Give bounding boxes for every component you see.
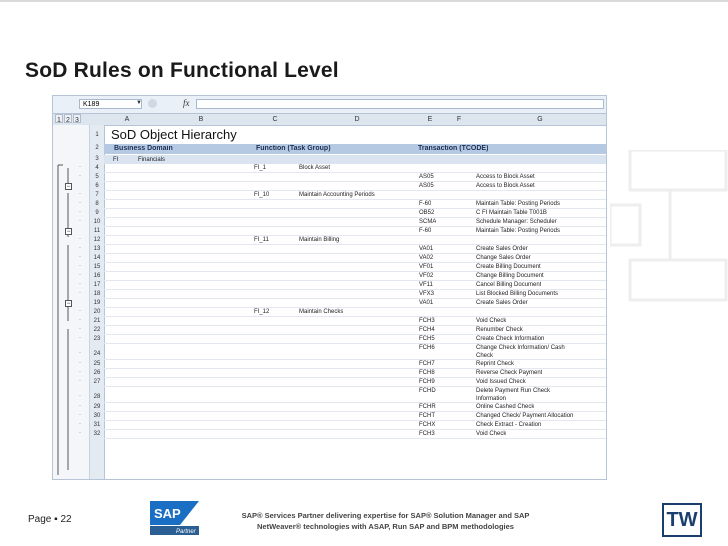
tcode-cell[interactable]: F-60: [419, 201, 432, 207]
table-row: [53, 200, 606, 209]
tcode-desc-cell[interactable]: Create Billing Document: [476, 264, 541, 270]
row-number[interactable]: 12: [93, 237, 101, 243]
outline-dot: ·: [79, 164, 81, 170]
formula-input[interactable]: [196, 99, 604, 109]
row-gridline: [104, 326, 606, 335]
outline-dot: ·: [79, 209, 81, 215]
row-number[interactable]: 14: [93, 255, 101, 261]
table-row: [53, 227, 606, 236]
tcode-desc-cell[interactable]: Void Issued Check: [476, 379, 526, 385]
tcode-cell[interactable]: FCH3: [419, 318, 435, 324]
column-header-c[interactable]: C: [272, 116, 278, 123]
outline-dot: ·: [79, 393, 81, 399]
tcode-cell[interactable]: FCHR: [419, 404, 436, 410]
table-row: [53, 126, 606, 144]
outline-dot: ·: [79, 308, 81, 314]
tcode-cell[interactable]: FCHX: [419, 422, 436, 428]
sap-logo-sub: Partner: [176, 529, 196, 535]
row-number[interactable]: 29: [93, 404, 101, 410]
row-gridline: [104, 236, 606, 245]
tcode-desc-cell[interactable]: Create Sales Order: [476, 246, 528, 252]
table-row: [53, 245, 606, 254]
tcode-desc-cell-line2[interactable]: Information: [476, 396, 507, 402]
column-header-a[interactable]: A: [124, 116, 130, 123]
row-number[interactable]: 1: [95, 132, 99, 138]
table-row: [53, 430, 606, 439]
collapse-group-button[interactable]: −: [66, 229, 71, 235]
tcode-cell[interactable]: VA02: [419, 255, 434, 261]
table-row: [53, 317, 606, 326]
tcode-cell[interactable]: VF11: [419, 282, 433, 288]
outline-dot: ·: [79, 403, 81, 409]
table-row: [53, 182, 606, 191]
tcode-cell[interactable]: FCH7: [419, 361, 435, 367]
collapse-group-button[interactable]: −: [66, 301, 71, 307]
outline-dot: ·: [79, 245, 81, 251]
tcode-cell[interactable]: VA01: [419, 246, 434, 252]
row-number[interactable]: 7: [95, 192, 99, 198]
sheet-title-cell[interactable]: SoD Object Hierarchy: [111, 127, 237, 142]
row-number[interactable]: 23: [93, 336, 101, 342]
tcode-cell[interactable]: OB52: [419, 210, 435, 216]
outline-dot: ·: [79, 254, 81, 260]
spreadsheet: [52, 95, 607, 480]
row-number[interactable]: 2: [95, 145, 99, 151]
tcode-desc-cell[interactable]: Online Cashed Check: [476, 404, 535, 410]
outline-dot: ·: [79, 263, 81, 269]
outline-dot: ·: [79, 350, 81, 356]
slide-title: SoD Rules on Functional Level: [25, 59, 339, 82]
cancel-formula-icon[interactable]: [148, 99, 157, 108]
row-gridline: [104, 317, 606, 326]
row-number[interactable]: 11: [93, 228, 101, 234]
row-number[interactable]: 4: [95, 165, 99, 171]
table-row: [53, 421, 606, 430]
outline-dot: ·: [79, 317, 81, 323]
domain-label-cell[interactable]: Financials: [138, 157, 166, 163]
table-row: [53, 412, 606, 421]
tcode-cell[interactable]: FCH9: [419, 379, 435, 385]
row-number[interactable]: 18: [93, 291, 101, 297]
footer-line-2: NetWeaver® technologies with ASAP, Run SAP and BPM methodologies: [257, 522, 514, 531]
name-box[interactable]: K189: [79, 99, 142, 109]
row-gridline: [104, 299, 606, 308]
outline-dot: ·: [79, 378, 81, 384]
table-header-row: [53, 144, 606, 154]
footer-line-1: SAP® Services Partner delivering expertise for SAP® Solution Manager and SAP: [241, 511, 530, 520]
tcode-cell[interactable]: VFX3: [419, 291, 435, 297]
outline-dot: ·: [79, 281, 81, 287]
row-gridline: [104, 164, 606, 173]
outline-dot: ·: [79, 290, 81, 296]
tcode-desc-cell[interactable]: Access to Block Asset: [476, 174, 535, 180]
outline-dot: ·: [79, 236, 81, 242]
row-number[interactable]: 22: [93, 327, 101, 333]
row-gridline: [104, 245, 606, 254]
row-gridline: [104, 308, 606, 317]
table-row: [53, 191, 606, 200]
outline-dot: ·: [79, 272, 81, 278]
tcode-cell[interactable]: FCHT: [419, 413, 435, 419]
tcode-cell[interactable]: FCH5: [419, 336, 435, 342]
row-number[interactable]: 30: [93, 413, 101, 419]
function-desc-cell[interactable]: Maintain Checks: [299, 309, 344, 315]
tcode-desc-cell[interactable]: Maintain Table: Posting Periods: [476, 228, 560, 234]
tcode-cell[interactable]: VF01: [419, 264, 434, 270]
function-code-cell[interactable]: FI_10: [254, 192, 270, 198]
table-row: [53, 209, 606, 218]
tcode-cell[interactable]: F-60: [419, 228, 432, 234]
tcode-desc-cell[interactable]: Check Extract - Creation: [476, 422, 542, 428]
table-row: [53, 164, 606, 173]
table-row: [53, 344, 606, 360]
table-row: [53, 308, 606, 317]
table-row: [53, 173, 606, 182]
tcode-desc-cell[interactable]: Changed Check/ Payment Allocation: [476, 413, 574, 419]
sap-logo-text: SAP: [154, 506, 181, 521]
row-number[interactable]: 13: [93, 246, 101, 252]
column-header-f[interactable]: F: [456, 116, 462, 123]
tw-logo: TW: [662, 503, 702, 537]
tcode-cell[interactable]: FCH6: [419, 345, 435, 351]
row-number[interactable]: 21: [93, 318, 101, 324]
tcode-desc-cell[interactable]: Schedule Manager: Scheduler: [476, 219, 557, 225]
tcode-cell[interactable]: FCH8: [419, 370, 435, 376]
tcode-desc-cell[interactable]: Maintain Table: Posting Periods: [476, 201, 560, 207]
tcode-cell[interactable]: AS05: [419, 183, 434, 189]
outline-level-1-button[interactable]: 1: [55, 114, 63, 123]
table-row: [53, 369, 606, 378]
tcode-desc-cell[interactable]: Access to Block Asset: [476, 183, 535, 189]
tcode-desc-cell[interactable]: C FI Maintain Table T001B: [476, 210, 547, 216]
tcode-desc-cell[interactable]: Delete Payment Run Check: [476, 388, 551, 394]
column-header-row: [53, 114, 606, 126]
table-row: [53, 155, 606, 164]
row-number[interactable]: 6: [95, 183, 99, 189]
tcode-desc-cell-line2[interactable]: Check: [476, 353, 494, 359]
table-row: [53, 272, 606, 281]
row-gridline: [104, 430, 606, 439]
table-row: [53, 263, 606, 272]
tcode-desc-cell[interactable]: Void Check: [476, 318, 507, 324]
row-number[interactable]: 8: [95, 201, 99, 207]
outline-dot: ·: [79, 430, 81, 436]
tcode-cell[interactable]: SCMA: [419, 219, 437, 225]
tcode-cell[interactable]: FCHD: [419, 388, 436, 394]
table-row: [53, 254, 606, 263]
row-number[interactable]: 15: [93, 264, 101, 270]
outline-dot: ·: [79, 173, 81, 179]
tcode-desc-cell[interactable]: Cancel Billing Document: [476, 282, 542, 288]
sap-partner-logo: [150, 501, 199, 535]
row-number[interactable]: 31: [93, 422, 101, 428]
domain-code-cell[interactable]: FI: [113, 157, 119, 163]
tcode-desc-cell[interactable]: Create Sales Order: [476, 300, 528, 306]
tcode-cell[interactable]: AS05: [419, 174, 434, 180]
collapse-group-button[interactable]: −: [66, 184, 71, 190]
row-number[interactable]: 3: [95, 156, 99, 162]
tcode-desc-cell[interactable]: List Blocked Billing Documents: [476, 291, 559, 297]
formula-bar: [53, 96, 606, 114]
function-code-cell[interactable]: FI_12: [254, 309, 270, 315]
table-row: [53, 218, 606, 227]
row-number[interactable]: 32: [93, 431, 101, 437]
row-number[interactable]: 9: [95, 210, 99, 216]
column-header-d[interactable]: D: [354, 116, 360, 123]
tcode-desc-cell[interactable]: Create Check Information: [476, 336, 545, 342]
background-decoration: [610, 150, 728, 410]
outline-dot: ·: [79, 335, 81, 341]
header-transaction[interactable]: Transaction (TCODE): [418, 145, 489, 152]
chevron-down-icon[interactable]: ▼: [136, 100, 142, 106]
row-number[interactable]: 26: [93, 370, 101, 376]
header-function[interactable]: Function (Task Group): [256, 145, 331, 152]
header-business-domain[interactable]: Business Domain: [114, 145, 173, 152]
column-header-e[interactable]: E: [427, 116, 433, 123]
row-number[interactable]: 5: [95, 174, 99, 180]
row-number[interactable]: 28: [93, 394, 101, 400]
tcode-desc-cell[interactable]: Change Billing Document: [476, 273, 544, 279]
outline-dot: ·: [79, 360, 81, 366]
row-gridline: [104, 360, 606, 369]
function-code-cell[interactable]: FI_11: [254, 237, 269, 243]
column-header-b[interactable]: B: [198, 116, 204, 123]
table-row: [53, 281, 606, 290]
row-number[interactable]: 10: [93, 219, 101, 225]
tcode-cell[interactable]: VA01: [419, 300, 434, 306]
table-row: [53, 236, 606, 245]
table-row: [53, 378, 606, 387]
table-row: [53, 403, 606, 412]
function-code-cell[interactable]: FI_1: [254, 165, 267, 171]
outline-dot: ·: [79, 369, 81, 375]
row-number[interactable]: 27: [93, 379, 101, 385]
table-row: [53, 299, 606, 308]
outline-level-2-button[interactable]: 2: [64, 114, 72, 123]
table-row: [53, 335, 606, 344]
tcode-desc-cell[interactable]: Void Check: [476, 431, 507, 437]
footer-text: [218, 510, 553, 532]
tcode-desc-cell[interactable]: Renumber Check: [476, 327, 523, 333]
outline-dot: ·: [79, 191, 81, 197]
tcode-desc-cell[interactable]: Change Sales Order: [476, 255, 531, 261]
table-row: [53, 290, 606, 299]
tcode-cell[interactable]: FCH4: [419, 327, 435, 333]
column-header-g[interactable]: G: [537, 116, 543, 123]
function-icon[interactable]: fx: [183, 98, 190, 108]
page-number: Page ▪ 22: [28, 514, 72, 525]
function-desc-cell[interactable]: Maintain Accounting Periods: [299, 192, 375, 198]
outline-dot: ·: [79, 421, 81, 427]
row-number[interactable]: 25: [93, 361, 101, 367]
row-number[interactable]: 16: [93, 273, 101, 279]
outline-dot: ·: [79, 218, 81, 224]
row-number[interactable]: 20: [93, 309, 101, 315]
table-row: [53, 360, 606, 369]
top-rule: [0, 0, 728, 2]
function-desc-cell[interactable]: Block Asset: [299, 165, 331, 171]
outline-dot: ·: [79, 412, 81, 418]
row-number[interactable]: 24: [93, 351, 101, 357]
outline-dot: ·: [79, 200, 81, 206]
tcode-cell[interactable]: VF02: [419, 273, 434, 279]
tcode-desc-cell[interactable]: Change Check Information/ Cash: [476, 345, 565, 351]
table-row: [53, 326, 606, 335]
row-number[interactable]: 17: [93, 282, 101, 288]
tcode-desc-cell[interactable]: Reprint Check: [476, 361, 515, 367]
row-gridline: [104, 378, 606, 387]
function-desc-cell[interactable]: Maintain Billing: [299, 237, 340, 243]
table-row: [53, 387, 606, 403]
tcode-cell[interactable]: FCH3: [419, 431, 435, 437]
tcode-desc-cell[interactable]: Reverse Check Payment: [476, 370, 543, 376]
outline-level-3-button[interactable]: 3: [73, 114, 81, 123]
outline-dot: ·: [79, 326, 81, 332]
row-number[interactable]: 19: [93, 300, 101, 306]
